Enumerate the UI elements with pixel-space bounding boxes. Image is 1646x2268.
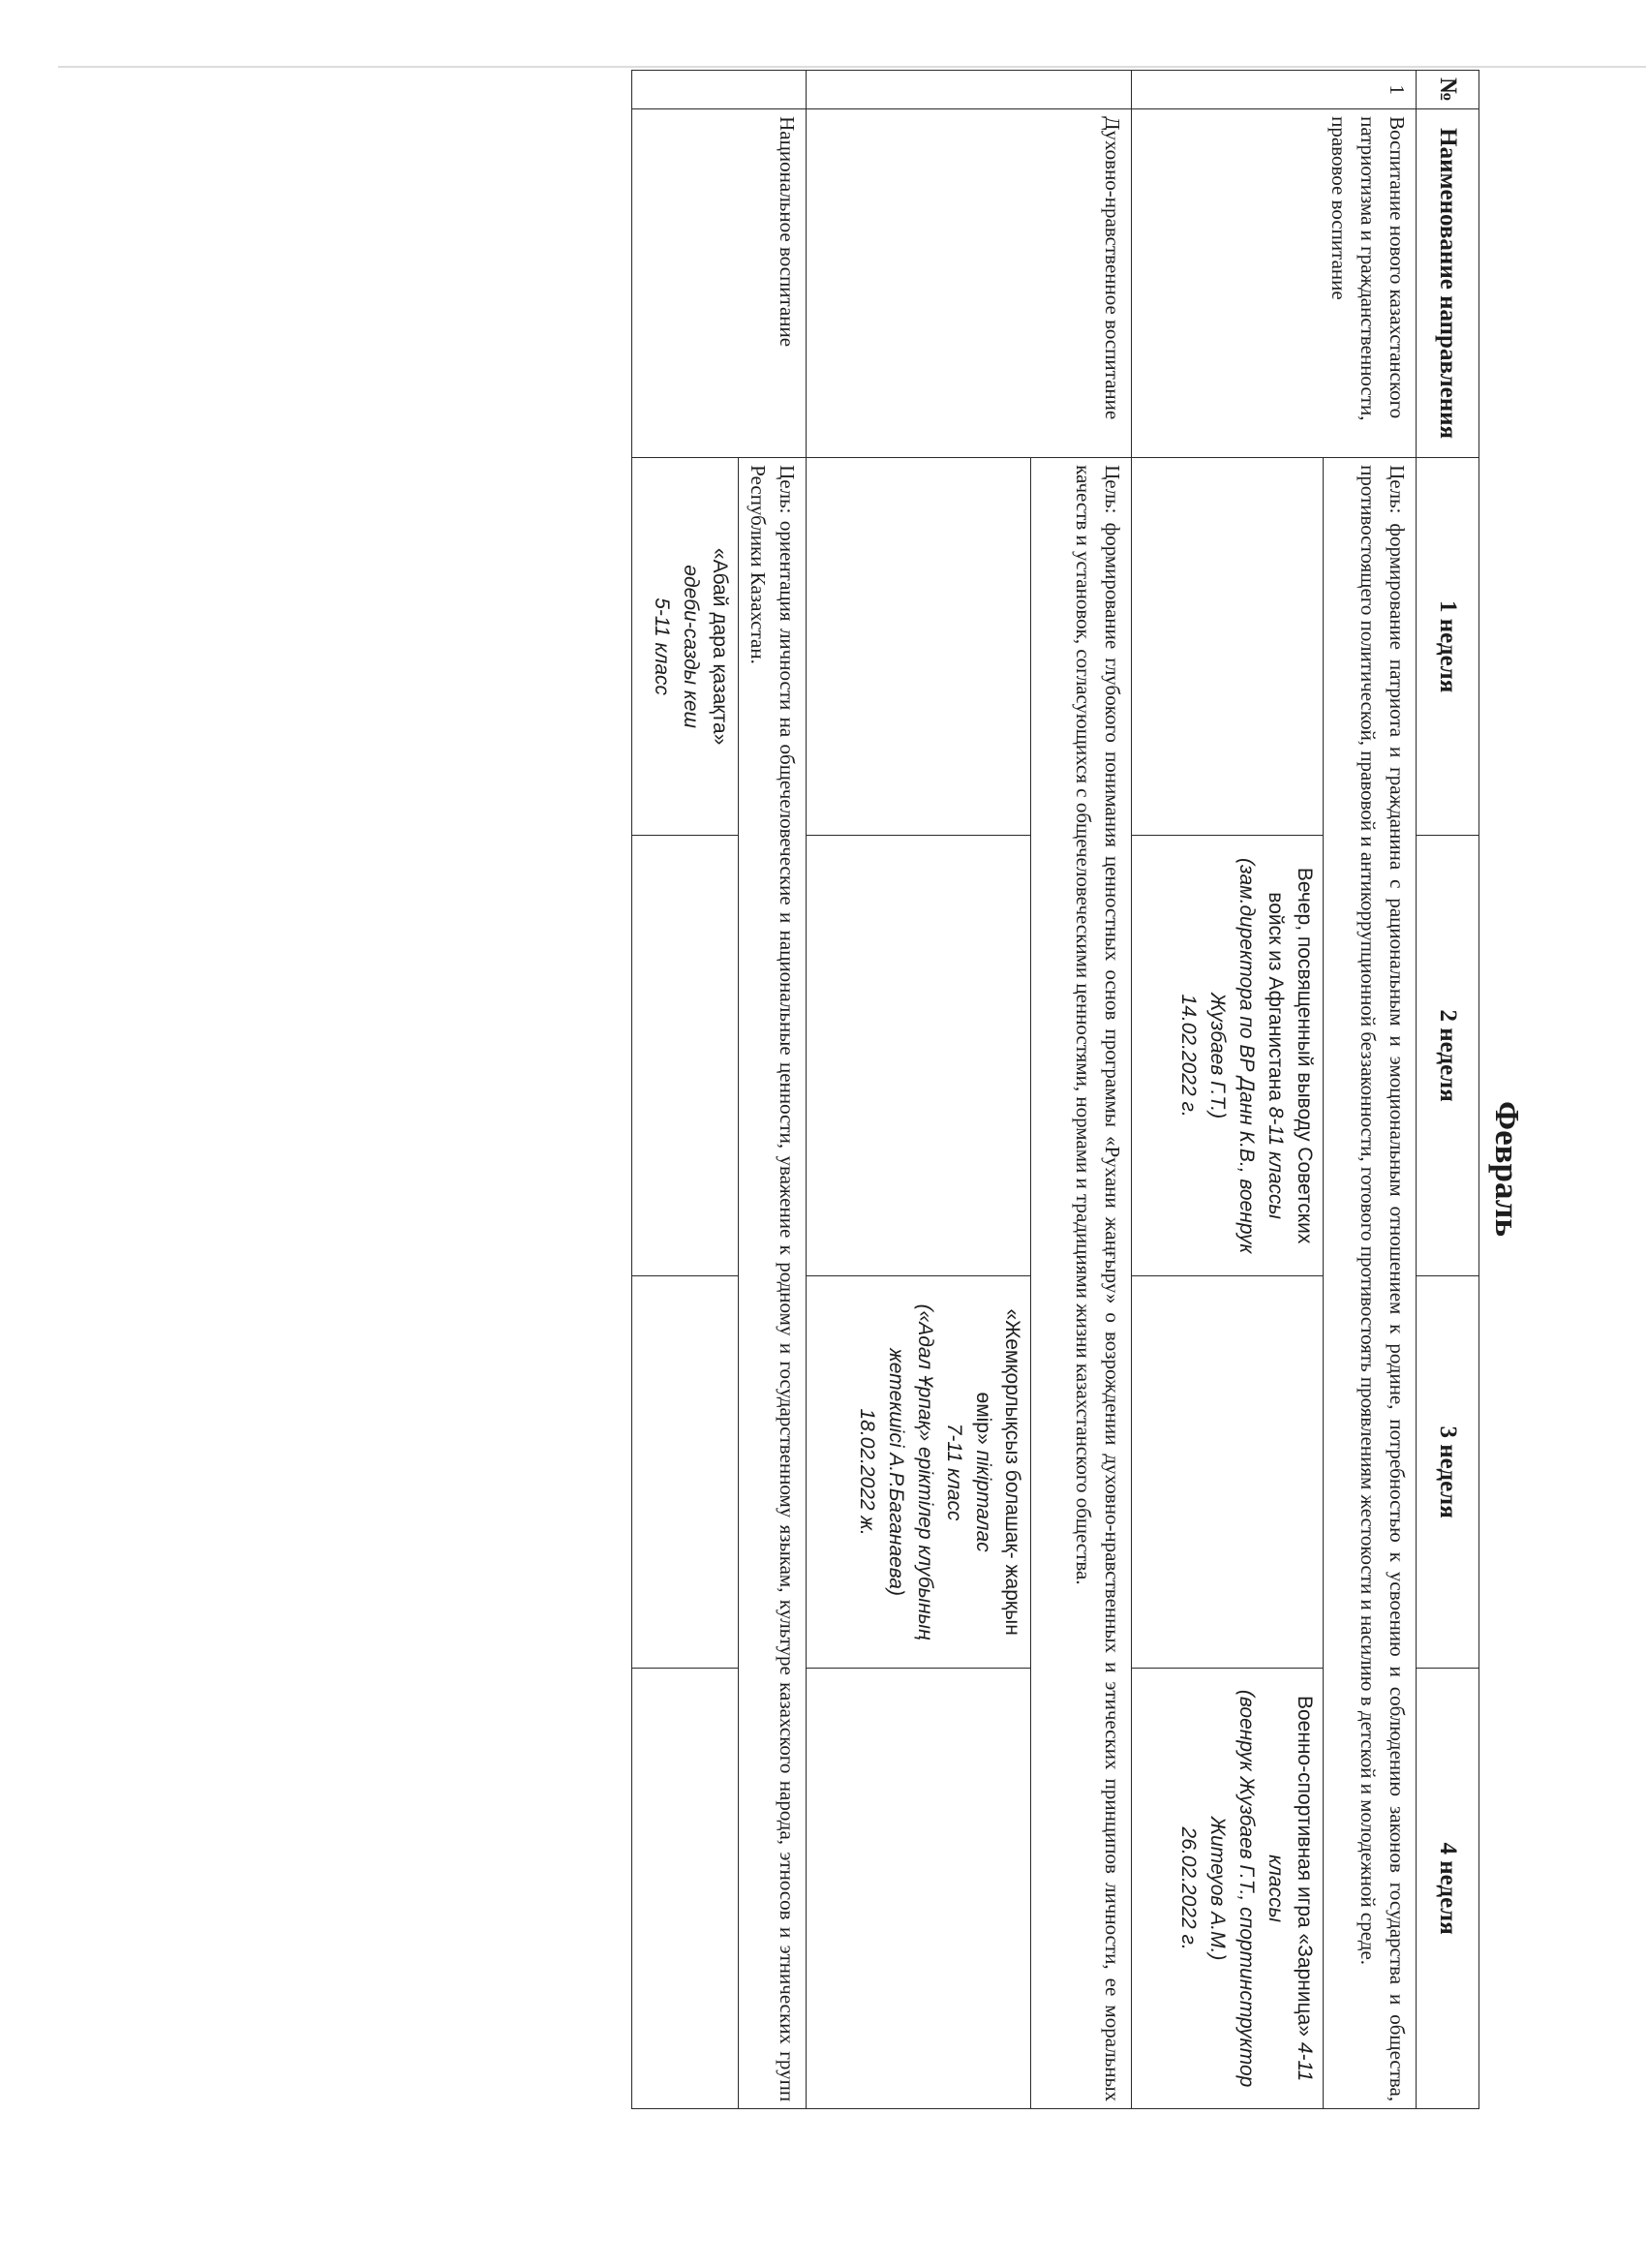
event-classes: 4-11 классы — [1265, 1854, 1316, 2082]
event-cell — [807, 1276, 1031, 1669]
direction-cell: Национальное воспитание — [632, 109, 807, 458]
event-cell — [1132, 1669, 1324, 2109]
event-classes: 7-11 класс — [943, 1423, 965, 1521]
row-number: 1 — [1132, 71, 1417, 109]
event-cell-empty — [807, 1669, 1031, 2109]
row-number — [632, 71, 807, 109]
goal-text: Цель: формирование глубокого понимания ценностных основ программы «Рухани жаңғыру» о возрождении духовно-нравственных и этических принципов личности, ее моральных качеств и установок, согласующихся с общечеловеческими ценностями, нормами и традициями жизни казахстанского общества. — [1031, 458, 1132, 2109]
month-title: Февраль — [1488, 1101, 1526, 1237]
goal-text: Цель: ориентация личности на общечеловеческие и национальные ценности, уважение к родному и государственному языкам, культуре казахского народа, этносов и этнических групп Республики Казахстан. — [739, 458, 807, 2109]
event-cell-empty — [632, 836, 739, 1276]
event-cell-empty — [807, 836, 1031, 1276]
event-organizer: (военрук Жузбаев Г.Т., спортинструктор Житеуов А.М.) — [1206, 1689, 1258, 2088]
row-number — [807, 71, 1132, 109]
scan-edge-line — [58, 66, 1646, 68]
event-classes: 5-11 класс — [651, 598, 673, 695]
header-week4: 4 неделя — [1417, 1669, 1479, 2109]
plan-table — [631, 70, 1479, 2109]
rotated-sheet — [145, 70, 1530, 2268]
event-classes: 8-11 классы — [1265, 1106, 1287, 1219]
event-organizer: (зам.директора по ВР Данн К.В., военрук Жузбаев Г.Т.) — [1206, 858, 1258, 1254]
header-week2: 2 неделя — [1417, 836, 1479, 1276]
direction-cell: Духовно-нравственное воспитание — [807, 109, 1132, 458]
header-row — [1417, 71, 1479, 2109]
event-cell-empty — [632, 1669, 739, 2109]
event-date: 26.02.2022 г. — [1177, 1826, 1200, 1950]
event-title: Вечер, посвященный выводу Советских войск из Афганистана — [1265, 867, 1316, 1244]
header-direction: Наименование направления — [1417, 109, 1479, 458]
event-title: «Абай дара қазақта» — [709, 547, 731, 746]
event-cell-empty — [632, 1276, 739, 1669]
event-title: Военно-спортивная игра «Зарница» — [1294, 1695, 1316, 2037]
event-cell — [632, 458, 739, 836]
event-cell-empty — [1132, 458, 1324, 836]
event-title: «Жемқорлықсыз болашақ- жарқын өмір» — [972, 1308, 1023, 1636]
header-num: № — [1417, 71, 1479, 109]
table-row — [1324, 71, 1417, 2109]
event-date: 14.02.2022 г. — [1177, 994, 1200, 1118]
event-format: әдеби-сазды кеш — [680, 565, 702, 728]
event-cell-empty — [1132, 1276, 1324, 1669]
direction-cell: Воспитание нового казахстанского патриотизма и гражданственности, правовое воспитание — [1132, 109, 1417, 458]
header-week3: 3 неделя — [1417, 1276, 1479, 1669]
event-cell — [1132, 836, 1324, 1276]
document-page — [145, 70, 1530, 2268]
event-organizer: («Адал Ұрпақ» еріктілер клубының жетекшісі А.Р.Баганаева) — [885, 1303, 936, 1640]
header-week1: 1 неделя — [1417, 458, 1479, 836]
event-cell-empty — [807, 458, 1031, 836]
goal-text: Цель: формирование патриота и гражданина с рациональным и эмоциональным отношением к родине, потребностью к усвоению и соблюдению законов государства и общества, противостоящего политической, правовой и антикоррупционной беззаконности, готового противостоять проявлениям жестокости и насилию в детской и молодежной среде. — [1324, 458, 1417, 2109]
table-row — [1031, 71, 1132, 2109]
table-row — [739, 71, 807, 2109]
event-format: пікірталас — [972, 1450, 994, 1552]
event-date: 18.02.2022 ж. — [856, 1408, 878, 1536]
